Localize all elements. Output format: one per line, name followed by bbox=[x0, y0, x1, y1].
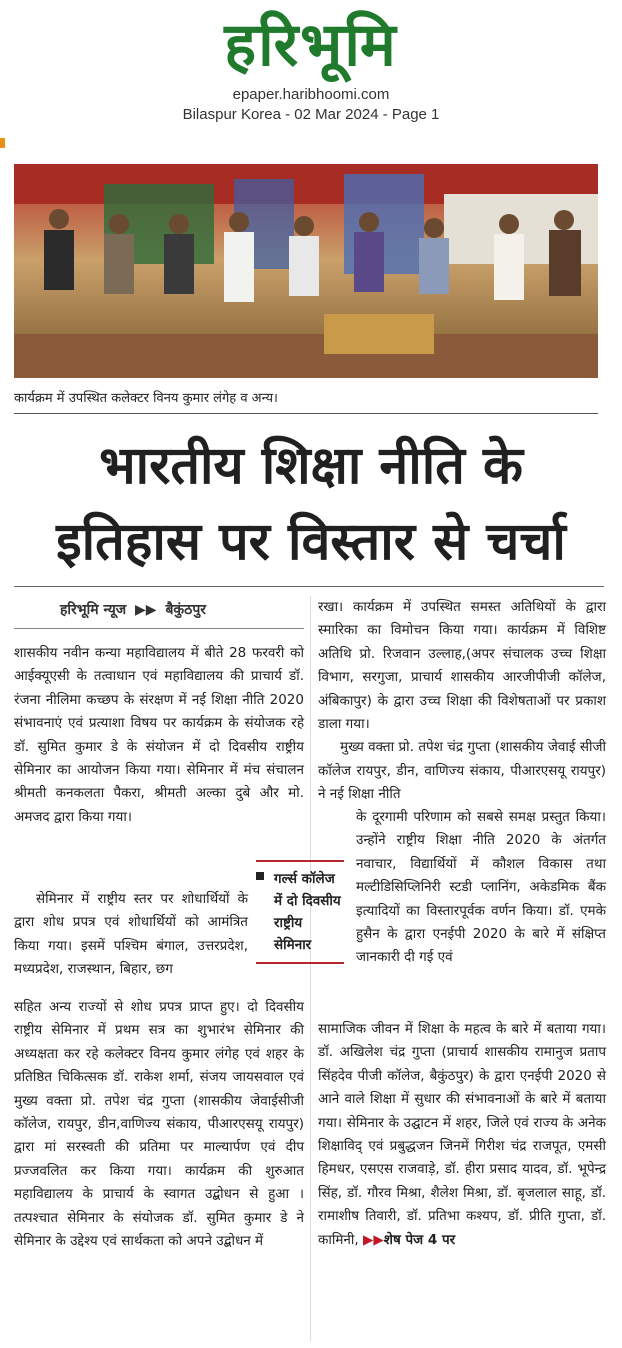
sidebar-bottom-rule bbox=[256, 962, 344, 964]
article-paragraph-1: शासकीय नवीन कन्या महाविद्यालय में बीते 28 फरवरी को आईक्यूएसी के तत्वाधान एवं महाविद्यालय की प्राचार्य डॉ. रंजना नीलिमा कच्छप के संरक्षण में नई शिक्षा नीति 2020 संभावनाएं एवं प्रत्याशा विषय पर कार्यक्रम के संयोजक रहे डॉ. सुमित कुमार डे के संयोजन में दो दिवसीय राष्ट्रीय सेमिनार का आयोजन किया गया। सेमिनार में मंच संचालन श्रीमती कनकलता पैकरा, श्रीमती अल्का दुबे और मो. अमजद द्वारा किया गया। bbox=[14, 645, 304, 825]
event-photo bbox=[14, 164, 598, 378]
article-paragraph-2: सेमिनार में राष्ट्रीय स्तर पर शोधार्थियों के द्वारा शोध प्रपत्र एवं शोधार्थियों को आमंत्रित किया गया। इसमें पश्चिम बंगाल, उत्तरप्रदेश, मध्यप्रदेश, राजस्थान, बिहार, छग bbox=[14, 891, 248, 978]
sidebar-text-wrap bbox=[256, 862, 344, 962]
article-paragraph-4-end-text: सामाजिक जीवन में शिक्षा के महत्व के बारे में बताया गया। डॉ. अखिलेश चंद्र गुप्ता (प्राचार्य शासकीय रामानुज प्रताप सिंहदेव पीजी कॉलेज, बैकुंठपुर) के द्वारा एनईपी 2020 से आने वाले शिक्षा में सुधार की संभावनाओं के बारे में बताया गया। सेमिनार के उद्घाटन में शहर, जिले एवं राज्य के अनेक शिक्षाविद् एवं प्रबुद्धजन जिनमें गिरीश चंद्र राजपूत, एमसी हिमधर, एसएस राजवाड़े, डॉ. हीरा प्रसाद यादव, डॉ. भूपेन्द्र सिंह, डॉ. गौरव मिश्रा, शैलेश मिश्रा, डॉ. बृजलाल साहू, डॉ. रामाशीष तिवारी, डॉ. प्रतिभा कश्यप, डॉ. प्रीति गुप्ता, डॉ. कामिनी, bbox=[318, 1021, 606, 1248]
headline-line-2: इतिहास पर विस्तार से चर्चा bbox=[56, 512, 566, 572]
edition-info: Bilaspur Korea - 02 Mar 2024 - Page 1 bbox=[182, 106, 440, 123]
continue-arrow-icon: ▶▶ bbox=[363, 1231, 384, 1248]
photo-caption: कार्यक्रम में उपस्थित कलेक्टर विनय कुमार लंगेह व अन्य। bbox=[14, 391, 278, 406]
column-divider bbox=[310, 596, 311, 1341]
sidebar-box bbox=[256, 860, 344, 964]
masthead bbox=[0, 0, 622, 135]
bullet-icon bbox=[256, 872, 264, 880]
headline-line-1: भारतीय शिक्षा नीति के bbox=[99, 436, 523, 496]
byline-place: बैकुंठपुर bbox=[165, 602, 206, 618]
byline-source: हरिभूमि न्यूज bbox=[60, 602, 127, 618]
caption-divider bbox=[14, 413, 598, 414]
byline-divider bbox=[14, 628, 304, 629]
continue-link[interactable]: शेष पेज 4 पर bbox=[383, 1231, 456, 1248]
article-paragraph-3-text: रखा। कार्यक्रम में उपस्थित समस्त अतिथियों के द्वारा स्मारिका का विमोचन किया गया। कार्यक्रम में विशिष्ट अतिथि प्रो. रिजवान उल्लाह,(अपर संचालक उच्च शिक्षा विभाग, सरगुजा, प्राचार्य शासकीय आरजीपीजी कॉलेज, अंबिकापुर) के द्वारा उच्च शिक्षा की विशेषताओं पर प्रकाश डाला गया। bbox=[318, 599, 606, 733]
byline-arrow-icon: ▶▶ bbox=[135, 602, 157, 618]
headline-divider bbox=[14, 586, 604, 587]
article-paragraph-4: मुख्य वक्ता प्रो. तपेश चंद्र गुप्ता (शासकीय जेवाई सीजी कॉलेज रायपुर, डीन, वाणिज्य संकाय, पीआरएसयू रायपुर) ने नई शिक्षा नीति bbox=[318, 739, 606, 803]
article-paragraph-4-end bbox=[318, 1018, 606, 1343]
newspaper-logo: हरिभूमि bbox=[224, 10, 398, 80]
byline bbox=[60, 600, 206, 619]
site-url[interactable]: epaper.haribhoomi.com bbox=[232, 86, 390, 103]
article-paragraph-3 bbox=[318, 596, 606, 806]
article-paragraph-4-cont: के दूरगामी परिणाम को सबसे समक्ष प्रस्तुत किया। उन्होंने राष्ट्रीय शिक्षा नीति 2020 के अंतर्गत नवाचार, विद्यार्थियों में कौशल विकास तथा मल्टीडिसिप्लिनिरी स्टडी प्लानिंग, अकेडमिक बैंक इत्यादियों का विस्तारपूर्वक वर्णन किया। डॉ. एमके हुसैन के द्वारा एनईपी 2020 के बारे में संक्षिप्त जानकारी दी गई एवं bbox=[356, 809, 606, 966]
sidebar-title: गर्ल्स कॉलेज में दो दिवसीय राष्ट्रीय सेमिनार bbox=[274, 871, 341, 953]
article-paragraph-2-cont: सहित अन्य राज्यों से शोध प्रपत्र प्राप्त हुए। दो दिवसीय राष्ट्रीय सेमिनार में प्रथम सत्र का शुभारंभ सेमिनार की अध्यक्षता कर रहे कलेक्टर विनय कुमार लंगेह एवं शहर के प्रतिष्ठित चिकित्सक डॉ. राकेश शर्मा, संजय जायसवाल एवं मुख्य वक्ता प्रो. तपेश चंद्र गुप्ता (शासकीय जेवाईसीजी कॉलेज, रायपुर, डीन,वाणिज्य संकाय, पीआरएसयू रायपुर) द्वारा मां सरस्वती की प्रतिमा पर माल्यार्पण एवं दीप प्रज्जवलित कर किया गया। कार्यक्रम की शुरुआत महाविद्यालय के प्राचार्य के स्वागत उद्बोधन से हुआ । तत्पश्चात सेमिनार के संयोजक डॉ. सुमित कुमार डे ने सेमिनार के उद्देश्य एवं सार्थकता को अपने उद्बोधन में bbox=[14, 999, 304, 1250]
corner-mark bbox=[0, 138, 5, 148]
